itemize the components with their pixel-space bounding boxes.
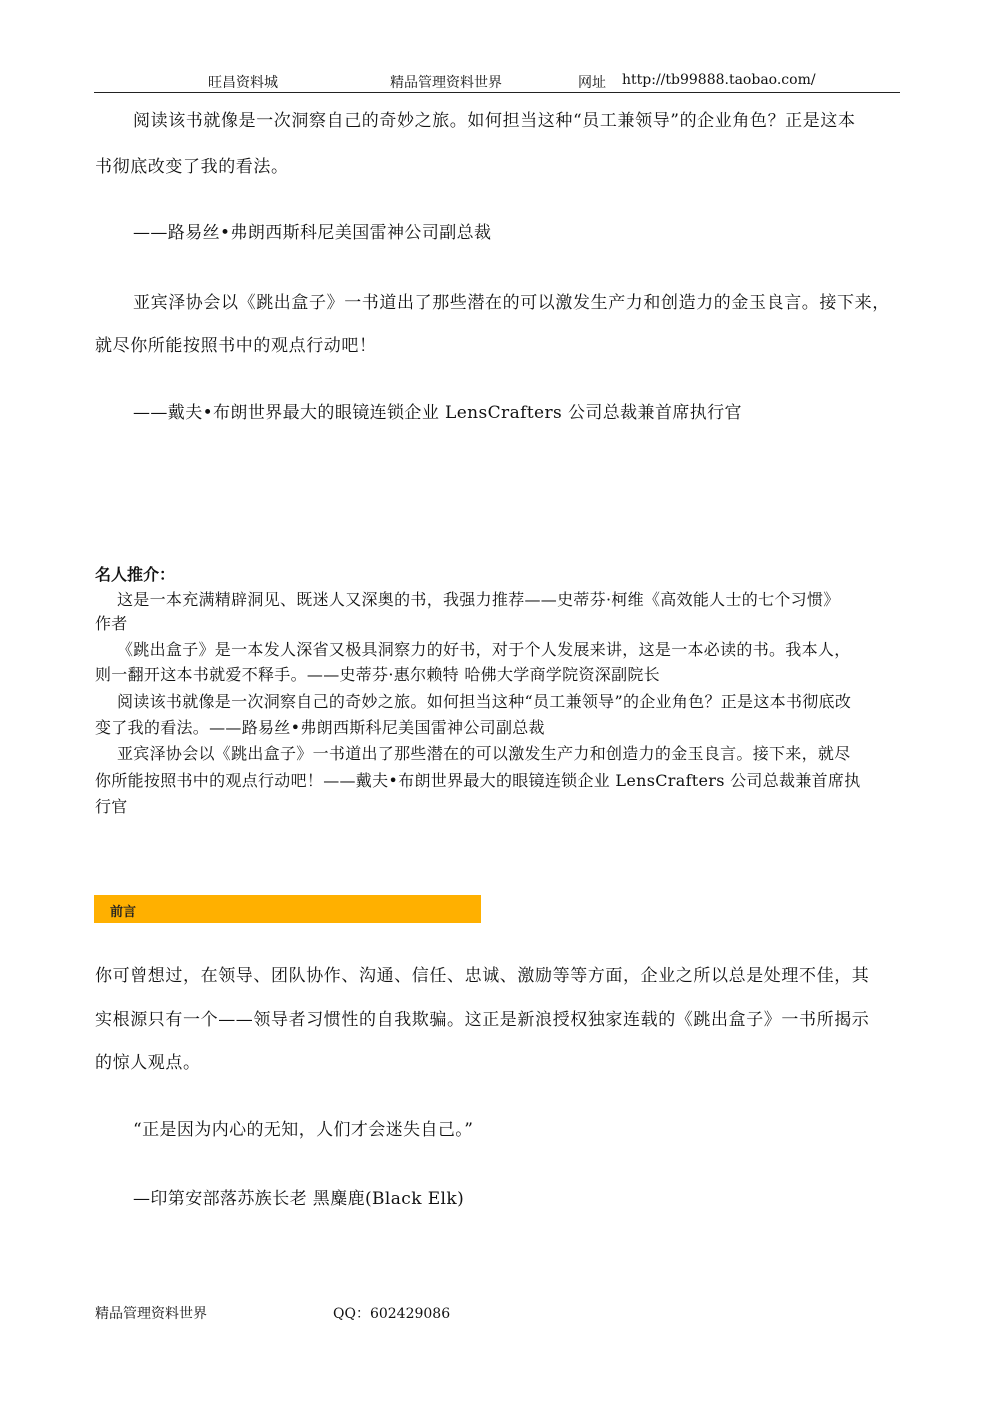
footer-site-name: 精品管理资料世界 bbox=[95, 1306, 207, 1322]
header-title: 精品管理资料世界 bbox=[390, 75, 502, 91]
quote1-attribution: ——路易丝•弗朗西斯科尼美国雷神公司副总裁 bbox=[133, 223, 492, 243]
header-site-name: 旺昌资料城 bbox=[208, 75, 278, 91]
preface-quote-attribution: —印第安部落苏族长老 黑麋鹿(Black Elk) bbox=[133, 1189, 465, 1209]
preface-label: 前言 bbox=[110, 905, 137, 920]
header-url[interactable]: http://tb99888.taobao.com/ bbox=[622, 72, 816, 88]
preface-para-line1: 你可曾想过，在领导、团队协作、沟通、信任、忠诚、激励等等方面，企业之所以总是处理不佳，其 bbox=[95, 966, 870, 986]
rec-line: 阅读该书就像是一次洞察自己的奇妙之旅。如何担当这种“员工兼领导”的企业角色？正是这本书彻底改 bbox=[117, 692, 852, 711]
rec-line: 作者 bbox=[95, 614, 128, 633]
quote2-line2: 就尽你所能按照书中的观点行动吧！ bbox=[95, 336, 377, 356]
preface-quote: “正是因为内心的无知，人们才会迷失自己。” bbox=[133, 1120, 474, 1140]
preface-para-line2: 实根源只有一个——领导者习惯性的自我欺骗。这正是新浪授权独家连载的《跳出盒子》一书所揭示 bbox=[95, 1010, 870, 1030]
header-url-label: 网址 bbox=[578, 75, 606, 91]
footer-qq: QQ：602429086 bbox=[333, 1306, 451, 1322]
quote2-line1: 亚宾泽协会以《跳出盒子》一书道出了那些潜在的可以激发生产力和创造力的金玉良言。接下来， bbox=[133, 293, 890, 313]
quote2-attribution: ——戴夫•布朗世界最大的眼镜连锁企业 LensCrafters 公司总裁兼首席执行官 bbox=[133, 403, 742, 423]
rec-line: 亚宾泽协会以《跳出盒子》一书道出了那些潜在的可以激发生产力和创造力的金玉良言。接下来，就尽 bbox=[117, 744, 851, 763]
preface-para-line3: 的惊人观点。 bbox=[95, 1053, 201, 1073]
rec-line: 变了我的看法。——路易丝•弗朗西斯科尼美国雷神公司副总裁 bbox=[95, 718, 545, 737]
rec-line: 行官 bbox=[95, 797, 128, 816]
rec-line: 《跳出盒子》是一本发人深省又极具洞察力的好书，对于个人发展来讲，这是一本必读的书。我本人， bbox=[117, 640, 851, 659]
rec-line: 这是一本充满精辟洞见、既迷人又深奥的书，我强力推荐——史蒂芬·柯维《高效能人士的七个习惯》 bbox=[117, 590, 840, 609]
quote1-line1: 阅读该书就像是一次洞察自己的奇妙之旅。如何担当这种“员工兼领导”的企业角色？正是这本 bbox=[133, 111, 856, 131]
preface-section-bar bbox=[94, 895, 481, 923]
quote1-line2: 书彻底改变了我的看法。 bbox=[95, 157, 289, 177]
recommendations-title: 名人推介： bbox=[95, 565, 176, 584]
header-divider bbox=[94, 92, 900, 93]
rec-line: 你所能按照书中的观点行动吧！——戴夫•布朗世界最大的眼镜连锁企业 LensCrafters 公司总裁兼首席执 bbox=[95, 771, 861, 790]
rec-line: 则一翻开这本书就爱不释手。——史蒂芬·惠尔赖特 哈佛大学商学院资深副院长 bbox=[95, 665, 660, 684]
